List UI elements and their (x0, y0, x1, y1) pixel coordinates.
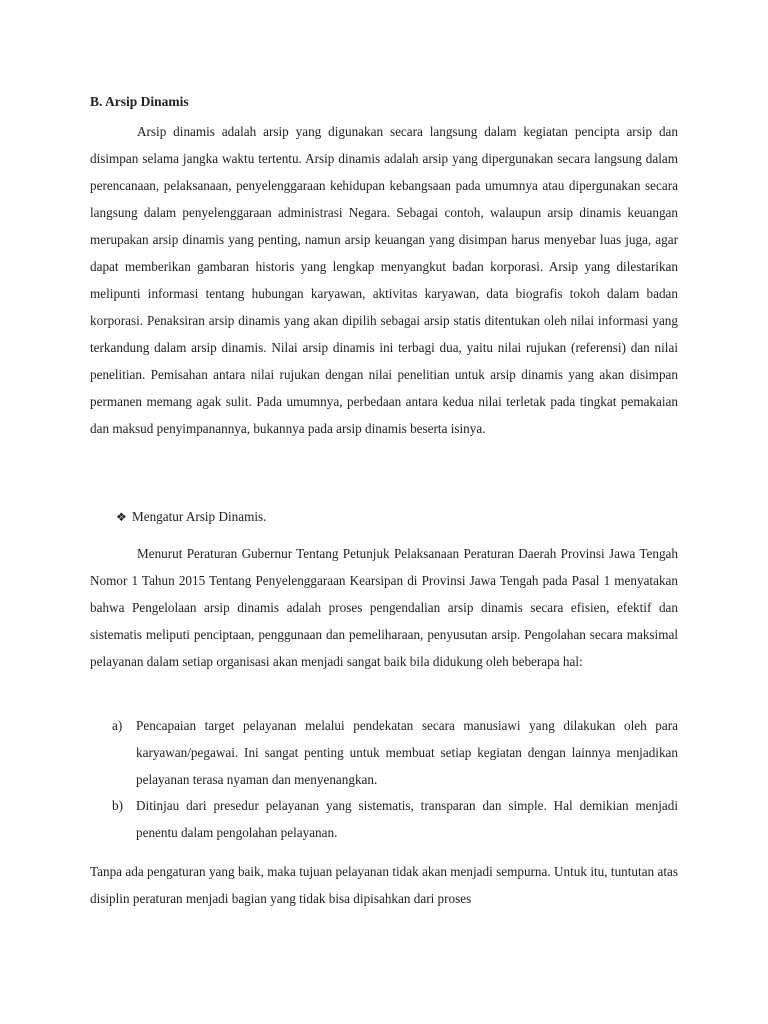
bullet-item-mengatur (116, 507, 266, 527)
paragraph-tanpa-pengaturan: Tanpa ada pengaturan yang baik, maka tujuan pelayanan tidak akan menjadi sempurna. Untuk itu, tuntutan atas disiplin peraturan menjadi bagian yang tidak bisa dipisahkan dari proses (90, 864, 678, 906)
paragraph-peraturan-gubernur: Menurut Peraturan Gubernur Tentang Petunjuk Pelaksanaan Peraturan Daerah Provinsi Jawa Tengah Nomor 1 Tahun 2015 Tentang Penyelenggaraan Kearsipan di Provinsi Jawa Tengah pada Pasal 1 menyatakan bahwa Pengelolaan arsip dinamis adalah proses pengendalian arsip dinamis secara efisien, efektif dan sistematis meliputi penciptaan, penggunaan dan pemeliharaan, penyusutan arsip. Pengolahan secara maksimal pelayanan dalam setiap organisasi akan menjadi sangat baik bila didukung oleh beberapa hal: (90, 546, 678, 669)
list-item-b (112, 792, 678, 846)
list-item-text: Ditinjau dari presedur pelayanan yang sistematis, transparan dan simple. Hal demikian menjadi penentu dalam pengolahan pelayanan. (136, 798, 678, 840)
paragraph-arsip-dinamis: Arsip dinamis adalah arsip yang digunakan secara langsung dalam kegiatan pencipta arsip dan disimpan selama jangka waktu tertentu. Arsip dinamis adalah arsip yang dipergunakan secara langsung dalam perencanaan, pelaksanaan, penyelenggaraan kehidupan kebangsaan pada umumnya atau dipergunakan secara langsung dalam penyelenggaraan administrasi Negara. Sebagai contoh, walaupun arsip dinamis keuangan merupakan arsip dinamis yang penting, namun arsip keuangan yang disimpan harus menyebar luas juga, agar dapat memberikan gambaran historis yang lengkap menyangkut badan korporasi. Arsip yang dilestarikan melipunti informasi tentang hubungan karyawan, aktivitas karyawan, data biografis tokoh dalam badan korporasi. Penaksiran arsip dinamis yang akan dipilih sebagai arsip statis ditentukan oleh nilai informasi yang terkandung dalam arsip dinamis. Nilai arsip dinamis ini terbagi dua, yaitu nilai rujukan (referensi) dan nilai penelitian. Pemisahan antara nilai rujukan dengan nilai penelitian untuk arsip dinamis yang akan disimpan permanen memang agak sulit. Pada umumnya, perbedaan antara kedua nilai terletak pada tingkat pemakaian dan maksud penyimpanannya, bukannya pada arsip dinamis beserta isinya. (90, 124, 678, 436)
list-item-a (112, 712, 678, 793)
section-heading: B. Arsip Dinamis (90, 94, 189, 109)
bullet-text: Mengatur Arsip Dinamis. (132, 509, 267, 524)
list-marker: b) (112, 798, 123, 813)
list-marker: a) (112, 718, 123, 733)
diamond-bullet-icon: ❖ (116, 510, 127, 524)
list-item-text: Pencapaian target pelayanan melalui pendekatan secara manusiawi yang dilakukan oleh para karyawan/pegawai. Ini sangat penting untuk membuat setiap kegiatan dengan lainnya menjadikan pelayanan terasa nyaman dan menyenangkan. (136, 718, 678, 787)
